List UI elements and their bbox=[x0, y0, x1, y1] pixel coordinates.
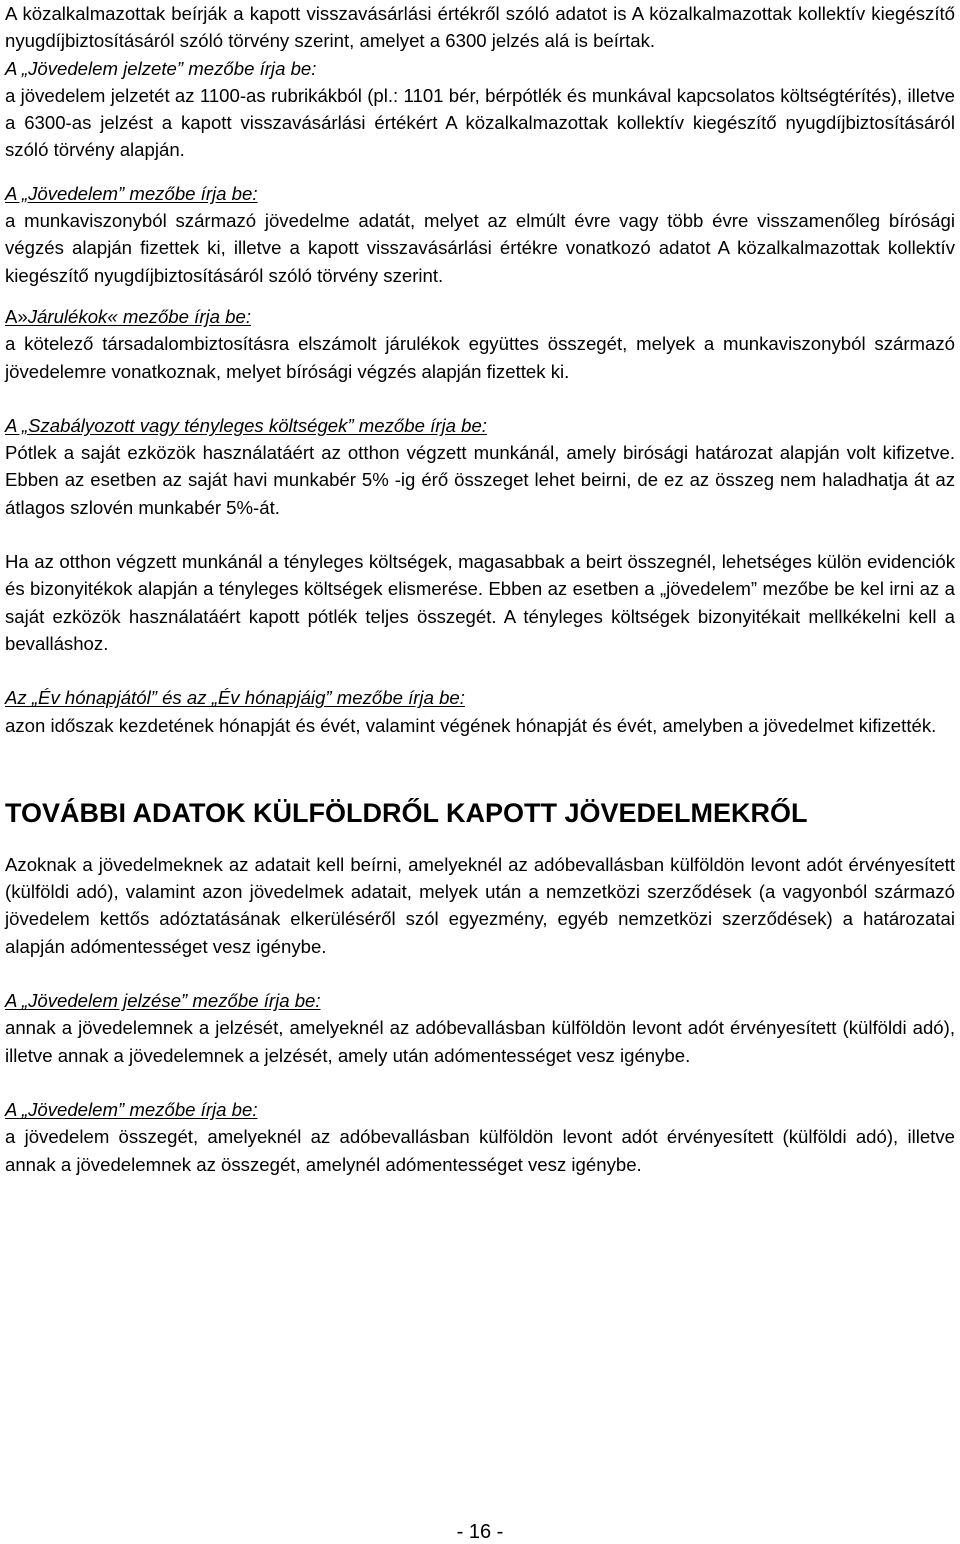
paragraph-tenyleges-koltsegek: Ha az otthon végzett munkánál a tényleges költségek, magasabbak a beirt összegnél, lehetséges külön evidenciók és bizonyitékok alapján a tényleges költségek elismerése. Ebben az esetben a „jövedelem” mezőbe be kel irni az a saját ezközök használatáért kapott pótlék teljes összegét. A tényleges költségek bizonyitékait mellkékelni kell a bevalláshoz. bbox=[5, 551, 955, 654]
page-number: - 16 - bbox=[456, 1521, 504, 1543]
field-heading-koltsegek: A „Szabályozott vagy tényleges költségek” mezőbe írja be: bbox=[5, 414, 487, 436]
paragraph-jarulekok: a kötelező társadalombiztosításra elszámolt járulékok együttes összegét, melyek a munkaviszonyból származó jövedelemre vonatkoznak, melyet bírósági végzés alapján fizettek ki. bbox=[5, 333, 955, 382]
paragraph-kulfoldi-intro: Azoknak a jövedelmeknek az adatait kell beírni, amelyeknél az adóbevallásban külföldön levont adót érvényesített (külföldi adó), valamint azon jövedelmek adatait, melyek után a nemzetközi szerződések (a vagyonból származó jövedelem kettős adóztatásának elkerüléséről szól egyezmény, egyéb nemzetközi szerződések) a határozatai alapján adómentességet vesz igénybe. bbox=[5, 853, 955, 957]
field-heading-jarulekok bbox=[5, 303, 955, 330]
field-heading-ev-honapja: Az „Év hónapjától” és az „Év hónapjáig” mezőbe írja be: bbox=[5, 687, 465, 709]
paragraph-jovedelem: a munkaviszonyból származó jövedelme adatát, melyet az elmúlt évre vagy több évre visszamenőleg bírósági végzés alapján fizettek ki, illetve a kapott visszavásárlási értékre vonatkozó adatot A közalkalmazottak kollektív kiegészítő nyugdíjbiztosításáról szóló törvény szerint. bbox=[5, 210, 955, 286]
paragraph-ev-honapja: azon időszak kezdetének hónapját és évét, valamint végének hónapját és évét, amelyben a jövedelmet kifizették. bbox=[5, 714, 937, 736]
paragraph-jovedelem-jelzese: annak a jövedelemnek a jelzését, amelyeknél az adóbevallásban külföldön levont adót érvényesített (külföldi adó), illetve annak a jövedelemnek a jelzését, amely után adómentességet vesz igénybe. bbox=[5, 1017, 955, 1066]
heading-prefix: A» bbox=[5, 305, 28, 327]
heading-suffix: mezőbe írja be: bbox=[117, 305, 251, 327]
paragraph-intro: A közalkalmazottak beírják a kapott visszavásárlási értékről szóló adatot is A közalkalmazottak kollektív kiegészítő nyugdíjbiztosításáról szóló törvény szerint, amelyet a 6300 jelzés alá is beírtak. bbox=[5, 3, 955, 52]
field-heading-jovedelem-jelzese: A „Jövedelem jelzése” mezőbe írja be: bbox=[5, 990, 321, 1012]
heading-field: Járulékok« bbox=[27, 305, 118, 327]
field-heading-jovedelem: A „Jövedelem” mezőbe írja be: bbox=[5, 182, 258, 204]
field-heading-jovedelem-jelzete bbox=[5, 55, 955, 82]
paragraph-jovedelem-kulfoldi: a jövedelem összegét, amelyeknél az adóbevallásban külföldön levont adót érvényesített (külföldi adó), illetve annak a jövedelemnek az összegét, amelynél adómentességet vesz igénybe. bbox=[5, 1126, 955, 1175]
heading-text: A „Jövedelem jelzete” mezőbe írja be: bbox=[5, 57, 317, 79]
paragraph-jovedelem-jelzete: a jövedelem jelzetét az 1100-as rubrikákból (pl.: 1101 bér, bérpótlék és munkával kapcsolatos költségtérítés), illetve a 6300-as jelzést a kapott visszavásárlási értékért A közalkalmazottak kollektív kiegészítő nyugdíjbiztosításáról szóló törvény alapján. bbox=[5, 84, 955, 161]
field-heading-jovedelem-kulfoldi: A „Jövedelem” mezőbe írja be: bbox=[5, 1098, 258, 1120]
section-title: TOVÁBBI ADATOK KÜLFÖLDRŐL KAPOTT JÖVEDELMEKRŐL bbox=[5, 797, 808, 828]
document-page bbox=[5, 0, 955, 1178]
paragraph-koltsegek: Pótlek a saját ezközök használatáért az otthon végzett munkánál, amely birósági határozat alapján volt kifizetve. Ebben az esetben az saját havi munkabér 5% -ig érő összeget lehet beirni, de ez az összeg nem haladhatja át az átlagos szlovén munkabér 5%-át. bbox=[5, 442, 955, 518]
